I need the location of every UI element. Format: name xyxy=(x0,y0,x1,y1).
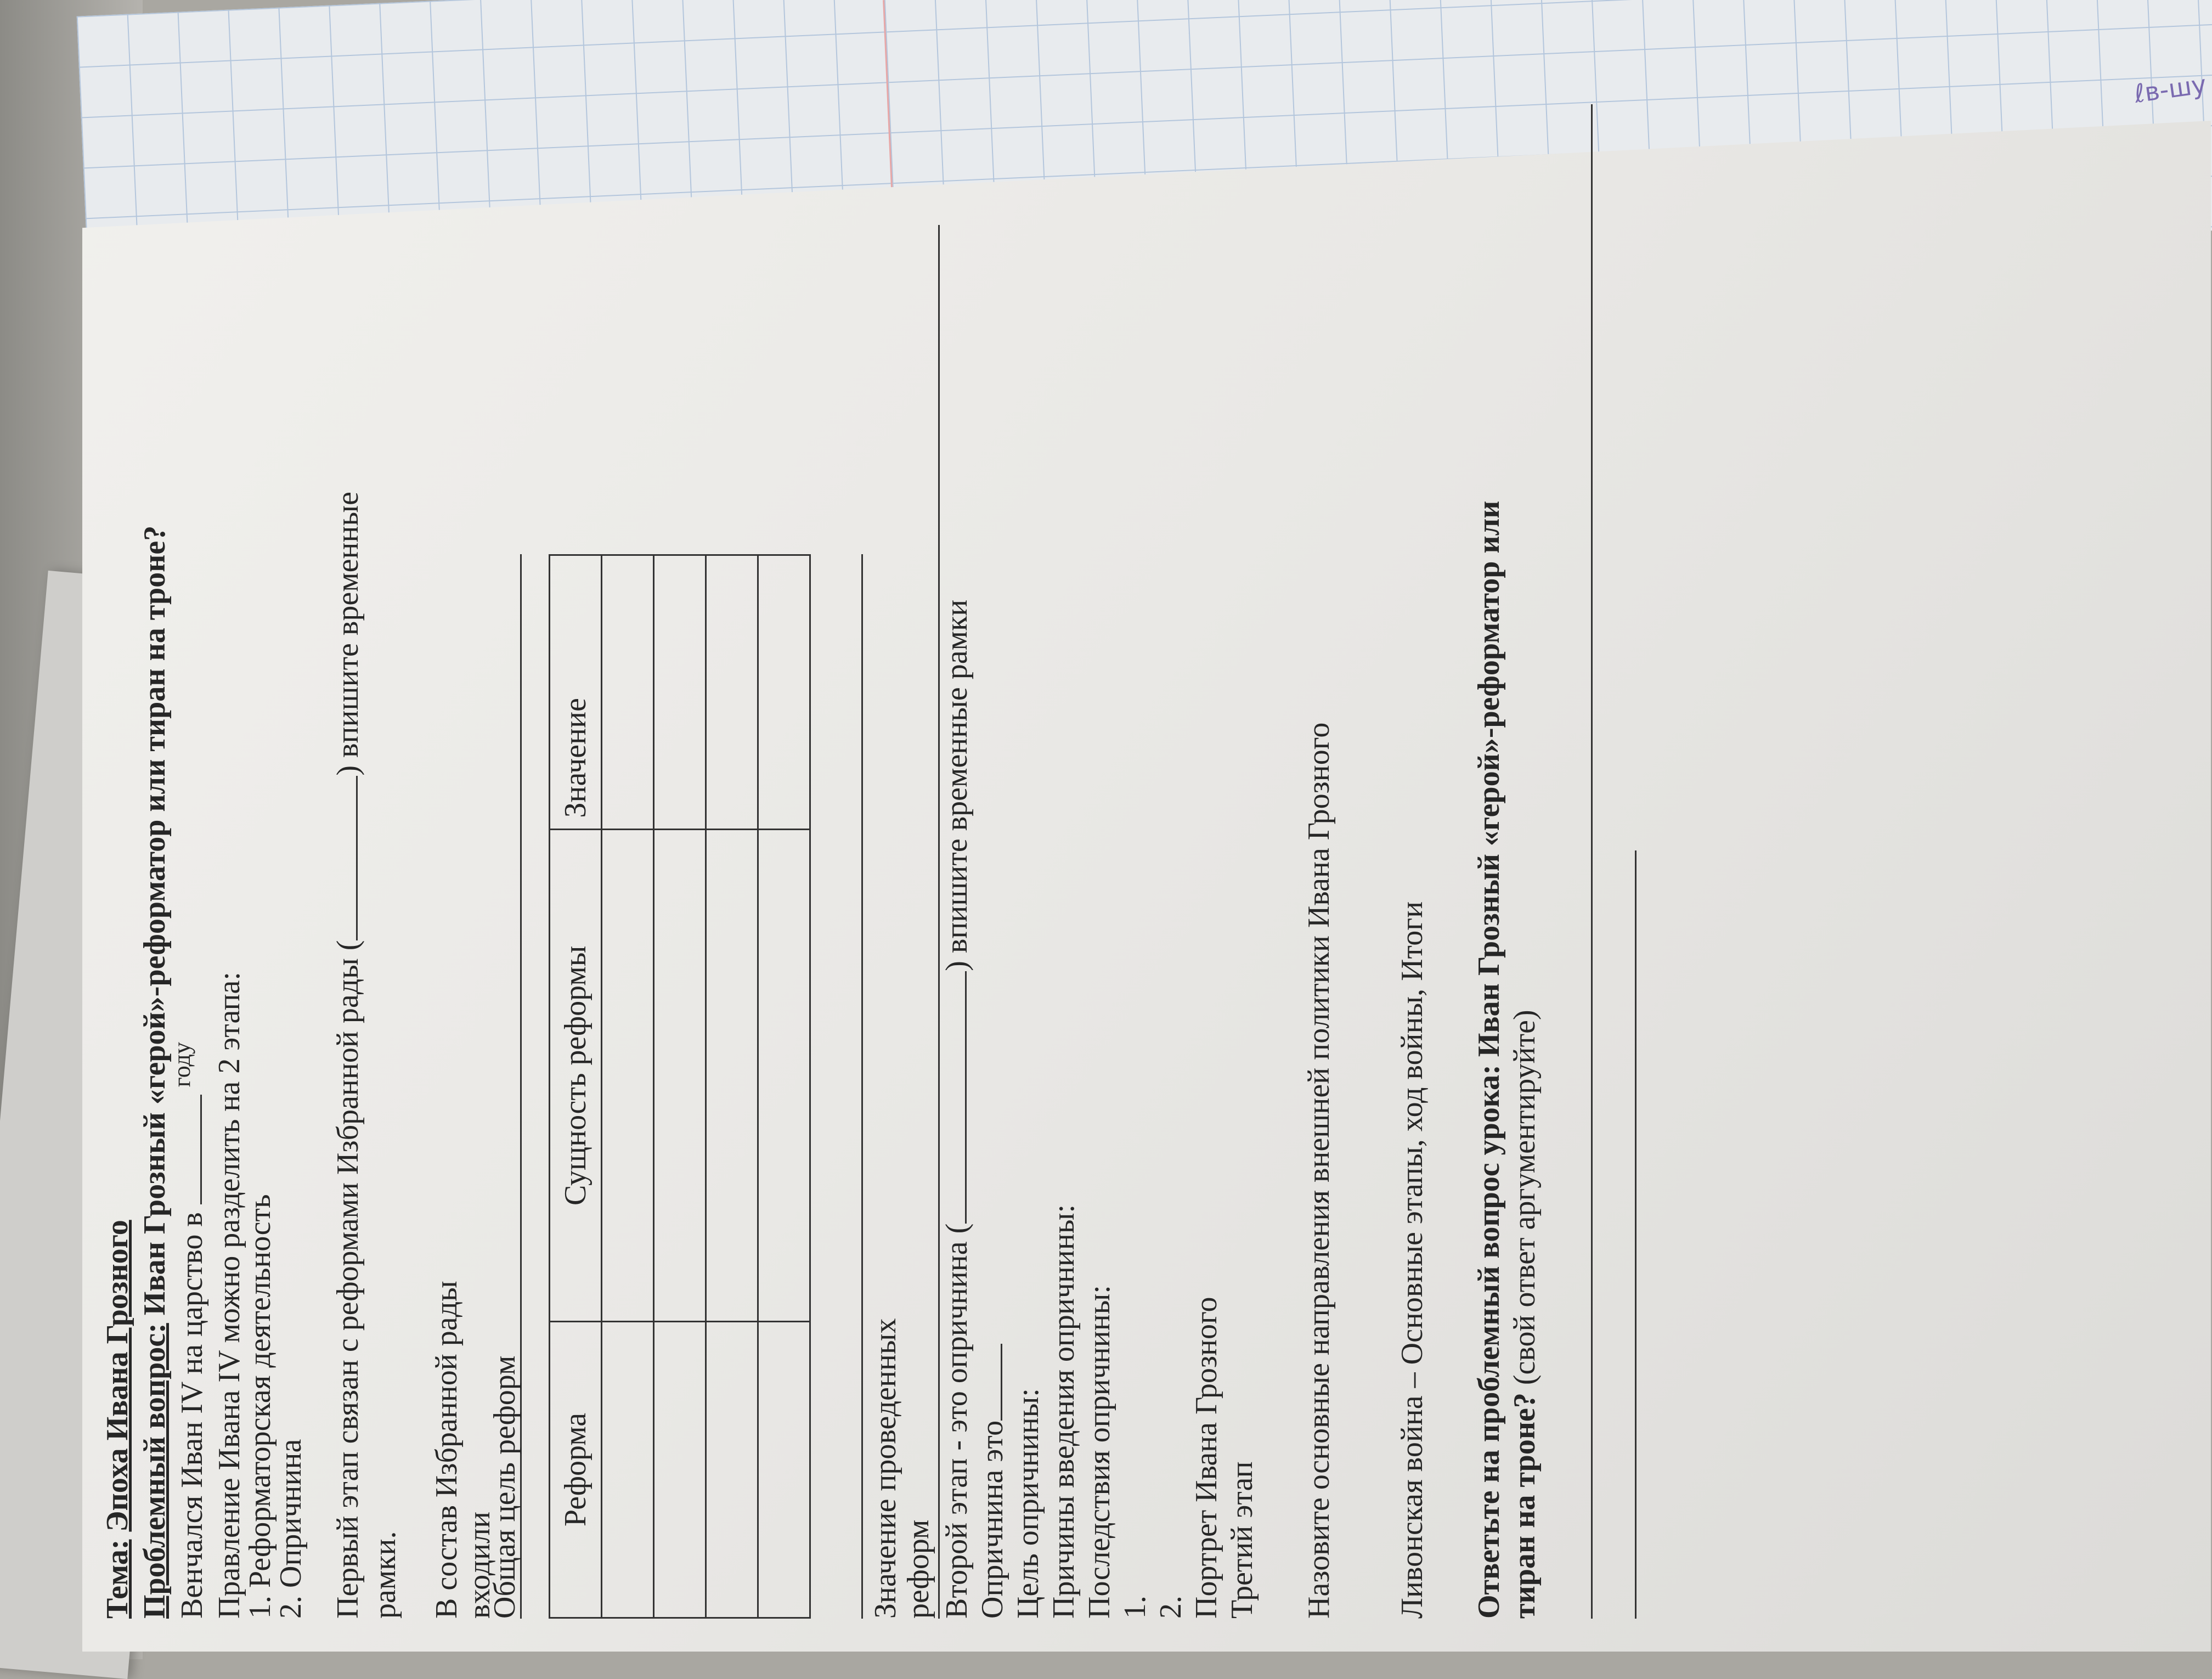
table-row xyxy=(654,555,706,1618)
oprichnina-goal: Цель опричнины: xyxy=(1011,1388,1045,1619)
reform-significance-line1: Значение проведенных xyxy=(868,1318,902,1619)
table-cell[interactable] xyxy=(654,555,706,830)
second-stage-line xyxy=(938,600,975,1619)
topic-text: Эпоха Ивана Грозного xyxy=(100,1220,134,1532)
stage-one: 1. Реформаторская деятельность xyxy=(243,1194,277,1619)
consequence-one: 1. xyxy=(1118,1596,1152,1619)
third-stage-label: Третий этап xyxy=(1225,1461,1259,1619)
problem-label: Проблемный вопрос: xyxy=(138,1323,172,1619)
reform-extra-line[interactable] xyxy=(861,554,863,1619)
topic-line xyxy=(99,1220,136,1619)
second-stage-dates-blank[interactable] xyxy=(965,971,967,1224)
foreign-policy-prompt: Назовите основные направления внешней политики Ивана Грозного xyxy=(1302,722,1336,1619)
table-cell[interactable] xyxy=(602,1322,654,1618)
worksheet-content xyxy=(99,82,1767,1619)
final-question-line1 xyxy=(1470,501,1508,1619)
table-cell[interactable] xyxy=(654,830,706,1322)
final-question-note: (свой ответ аргументируйте) xyxy=(1508,1010,1542,1385)
reform-table-header xyxy=(550,555,602,1618)
stage-two: 2. Опричнина xyxy=(274,1439,308,1619)
livonian-war-prompt: Ливонская война – Основные этапы, ход войны, Итоги xyxy=(1395,901,1429,1619)
table-cell[interactable] xyxy=(706,830,758,1322)
first-stage-dates-blank[interactable] xyxy=(356,776,358,940)
table-cell[interactable] xyxy=(654,1322,706,1618)
final-question-line2 xyxy=(1506,1010,1543,1619)
header-significance: Значение xyxy=(550,555,602,830)
consequence-two: 2. xyxy=(1154,1596,1188,1619)
table-cell[interactable] xyxy=(602,555,654,830)
rada-members-line1: В состав Избранной рады xyxy=(430,1281,464,1619)
coronation-prefix: Венчался Иван IV на царство в xyxy=(175,1212,209,1619)
answer-line-1[interactable] xyxy=(1591,104,1593,1619)
header-essence: Сущность реформы xyxy=(550,830,602,1322)
reform-significance-line2 xyxy=(900,1520,937,1619)
second-stage-text: Второй этап - это опричнина ( xyxy=(940,1223,974,1619)
oprichnina-is-label: Опричнина это xyxy=(975,1420,1009,1619)
common-goal: Общая цель реформ xyxy=(488,1355,522,1619)
oprichnina-causes: Причины введения опричнины: xyxy=(1047,1204,1081,1619)
answer-line-2[interactable] xyxy=(1635,850,1637,1619)
problem-line xyxy=(136,526,173,1619)
table-cell[interactable] xyxy=(758,830,810,1322)
second-stage-suffix: ) впишите временные рамки xyxy=(940,599,974,971)
coronation-year-blank[interactable] xyxy=(200,1095,202,1204)
oprichnina-consequences: Последствия опричнины: xyxy=(1082,1285,1116,1619)
first-stage-text: Первый этап связан с реформами Избранной рады ( xyxy=(331,940,365,1619)
rada-members-label: входили xyxy=(462,1511,496,1619)
table-cell[interactable] xyxy=(758,1322,810,1618)
final-question-bold1: Ответьте на проблемный вопрос урока: Иван Грозный «герой»-реформатор или xyxy=(1472,500,1506,1619)
table-cell[interactable] xyxy=(758,555,810,830)
table-cell[interactable] xyxy=(602,830,654,1322)
notebook-scribble: ℓв-шу xyxy=(2132,69,2209,109)
oprichnina-is-line xyxy=(974,1344,1011,1619)
reform-table xyxy=(549,554,811,1619)
first-stage-line2: рамки. xyxy=(368,1531,402,1619)
table-row xyxy=(602,555,654,1618)
header-reform: Реформа xyxy=(550,1322,602,1618)
reign-intro: Правление Ивана IV можно разделить на 2 этапа: xyxy=(212,972,246,1619)
table-cell[interactable] xyxy=(706,1322,758,1618)
first-stage-line xyxy=(329,492,366,1619)
coronation-line xyxy=(168,1042,213,1619)
table-row xyxy=(706,555,758,1618)
topic-label: Тема: xyxy=(100,1539,134,1619)
first-stage-suffix: ) впишите временные xyxy=(331,492,365,776)
reform-significance-label: реформ xyxy=(901,1519,935,1619)
problem-text: Иван Грозный «герой»-реформатор или тиран на троне? xyxy=(138,525,172,1316)
table-row xyxy=(758,555,810,1618)
oprichnina-is-blank[interactable] xyxy=(1001,1344,1002,1421)
portrait-label: Портрет Ивана Грозного xyxy=(1189,1297,1223,1619)
table-cell[interactable] xyxy=(706,555,758,830)
final-question-bold2: тиран на троне? xyxy=(1508,1393,1542,1619)
coronation-suffix: году xyxy=(168,1042,195,1088)
